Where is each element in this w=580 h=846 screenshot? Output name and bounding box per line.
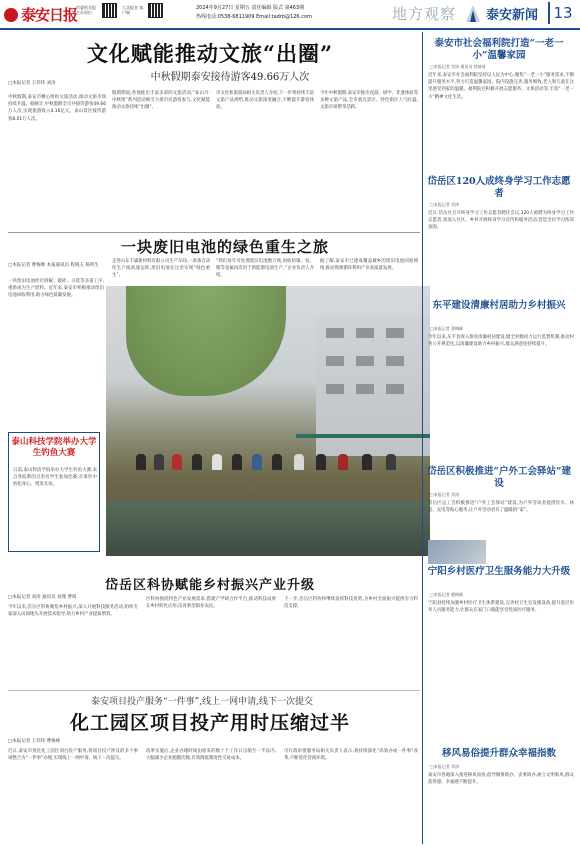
qr-code-icon xyxy=(148,3,163,18)
contact-line: 热线电话:0538-6811909 Email:tadrb@126.com xyxy=(196,14,312,20)
rural-headline: 岱岳区科协赋能乡村振兴产业升级 xyxy=(104,578,315,593)
fishing-contest-photo xyxy=(106,286,430,556)
lead-column-4: 今年中秋假期,泰安市推出夜游、研学、非遗体验等多种文旅产品,全市重点景区、特色街区人气旺盛,文旅市场繁荣活跃。 xyxy=(320,91,418,111)
photo-tree xyxy=(126,286,286,396)
battery-headline: 一块废旧电池的绿色重生之旅 xyxy=(120,238,329,256)
photo-pond xyxy=(106,501,430,556)
union-station-title: 岱岳区积极推进“户外工会驿站”建设 xyxy=(427,466,571,489)
welfare-byline: □本报记者 刘涛 通讯员 徐倩倩 xyxy=(430,64,486,69)
lead-column-2: 假期期间,各地推出丰富多彩的文旅活动,“泰山月·中秋情”系列活动吸引大批市民游客参与,文化赋能推动文旅持续“出圈”。 xyxy=(112,91,210,111)
inset-story-title: 泰山科技学院举办大学生钓鱼大赛 xyxy=(11,437,97,458)
inset-story-box xyxy=(8,432,100,552)
industrial-column-2: 改革实施后,企业办理时间由原来的数十个工作日压缩至一半以内,大幅减少企业跑腿次数,有效降低制度性交易成本。 xyxy=(146,749,276,762)
page-number: 13 xyxy=(548,2,576,24)
welfare-title: 泰安市社会福利院打造“一老一小”温馨家园 xyxy=(434,38,564,61)
battery-column-3: “我们每年可处理废旧电池数万吨,回收的镍、钴、锂等金属再次用于新能源电池生产。”企业负责人介绍。 xyxy=(216,259,314,279)
industrial-headline: 化工园区项目投产用时压缩过半 xyxy=(69,712,350,734)
inset-story-body: 日前,泰山科技学院举办大学生钓鱼大赛,来自各院系的百余名学生参加比赛,在垂钓中放松身心、增进友谊。 xyxy=(13,468,97,488)
newspaper-name: 泰安日报 xyxy=(21,6,78,24)
customs-body: 泰安市各地深入推进移风易俗,倡导婚事新办、丧事简办,树立文明新风,群众获得感、幸福感不断提升。 xyxy=(428,773,574,786)
masthead-mini-left: 市委机关报 主办单位 xyxy=(76,5,96,15)
battery-byline: □本报记者 曹梅峰 本报通讯员 程晓玉 陈明生 xyxy=(8,263,99,268)
rural-column-2: 区科协围绕特色产业发展需求,搭建产学研合作平台,推动科技成果在乡村转化应用,培育新型职业农民。 xyxy=(146,597,276,610)
union-station-byline: □本报记者 刘涛 xyxy=(430,492,460,497)
channel-label: 地方观察 xyxy=(392,5,457,23)
lead-column-3: 市文化和旅游局相关负责人介绍,下一步将持续丰富文旅产品供给,推动文旅深度融合,不断提升游客体验。 xyxy=(216,91,314,111)
industrial-column-1: 近日,泰安市优化化工园区项目投产服务,将项目投产涉及的多个事项整合为“一件事”办理,实现线上一网申请、线下一次提交。 xyxy=(8,749,138,762)
battery-column-4: 据了解,泰安市已建成覆盖城乡的废旧电池回收网络,推动资源循环利用产业高质量发展。 xyxy=(320,259,418,272)
medical-title: 宁阳乡村医疗卫生服务能力大升级 xyxy=(427,566,571,577)
lead-byline: □本报记者 王玮伟 刘涛 xyxy=(8,81,56,86)
masthead-mini-right: 大众报业 客户端 xyxy=(122,5,144,15)
industrial-kicker: 泰安项目投产服务“一件事”,线上一网申请,线下一次提交 xyxy=(91,697,313,707)
section-title: 泰安新闻 xyxy=(486,8,539,23)
battery-column-2: 走进山东丰霖新材料有限公司生产车间,一条条自动化生产线高速运转,废旧电池在这里实现“绿色重生”。 xyxy=(112,259,210,279)
clean-village-body: 今年以来,东平县深入推进清廉村居建设,健全村级权力运行监督机制,推动村务公开规范化,以清廉建设助力乡村振兴,群众满意度持续提升。 xyxy=(428,335,574,348)
newspaper-logo xyxy=(4,4,77,25)
column-rule xyxy=(422,32,423,844)
issue-date-line: 2024年9月27日 星期五 责任编辑 版式 第463期 xyxy=(196,5,305,11)
tower-graphic-icon xyxy=(462,2,484,24)
medical-byline: □本报记者 曹梅峰 xyxy=(430,592,464,597)
learning-byline: □本报记者 刘涛 xyxy=(430,202,460,207)
industrial-column-3: 市行政审批服务局相关负责人表示,将持续深化“高效办成一件事”改革,不断优化营商环境。 xyxy=(284,749,418,762)
rural-column-3: 下一步,岱岳区科协将继续发挥科技优势,为乡村全面振兴提供有力科技支撑。 xyxy=(284,597,418,610)
customs-byline: □本报记者 刘涛 xyxy=(430,764,460,769)
welfare-body: 近年来,泰安市社会福利院坚持以人民为中心,聚焦“一老一小”服务需求,不断提升服务水平,努力打造温馨家园。院内设施完善,服务细致,老人和儿童在这里感受到家的温暖。福利院还积极开展志愿服务、文体活动等,丰富“一老一小”精神文化生活。 xyxy=(428,73,574,100)
masthead xyxy=(0,0,580,30)
section-divider xyxy=(8,232,420,233)
qr-code-icon xyxy=(102,3,117,18)
photo-railing xyxy=(296,434,430,438)
logo-seal-icon xyxy=(4,8,18,22)
lead-subhead: 中秋假期泰安接待游客49.66万人次 xyxy=(150,72,310,83)
union-station-body: 岱岳区总工会积极推进“户外工会驿站”建设,为户外劳动者提供饮水、休息、充电等贴心服务,让户外劳动者有了温暖的“家”。 xyxy=(428,501,574,514)
learning-body: 近日,岱岳区召开终身学习工作志愿者聘任会议,120人被聘为终身学习工作志愿者,将深入社区、乡村开展终身学习宣传和服务活动,营造全民学习浓厚氛围。 xyxy=(428,211,574,231)
industrial-byline: □本报记者 王玮伟 曹梅峰 xyxy=(8,739,61,744)
union-station-photo xyxy=(428,540,486,564)
customs-title: 移风易俗提升群众幸福指数 xyxy=(441,748,556,759)
battery-column-1: 一块废旧电池经过拆解、破碎、分选等多道工序,重新成为生产原料。近年来,泰安市积极推动废旧电池回收利用,助力绿色低碳发展。 xyxy=(8,279,104,299)
learning-title: 岱岳区120人成终身学习工作志愿者 xyxy=(427,176,571,199)
clean-village-byline: □本报记者 曹梅峰 xyxy=(430,326,464,331)
lead-headline: 文化赋能推动文旅“出圈” xyxy=(86,41,334,66)
section-divider xyxy=(8,690,420,691)
lead-column-1: 中秋假期,泰安市精心组织文旅活动,推动文旅市场持续升温。据统计,中秋假期全市共接待游客49.66万人次,实现旅游收入4.16亿元。泰山景区接待游客8.01万人次。 xyxy=(8,95,106,122)
rural-column-1: 今年以来,岱岳区科协聚焦乡村振兴,深入开展科技服务活动,组织专家深入田间地头开展技术指导,助力乡村产业提质增效。 xyxy=(8,605,138,618)
rural-byline: □本报记者 刘涛 通讯员 刘燕 曹萌 xyxy=(8,595,77,600)
medical-body: 宁阳县持续加强乡村医疗卫生体系建设,完善村卫生室设施设备,提升基层医务人员服务能力,让群众在家门口就能享受优质医疗服务。 xyxy=(428,601,574,614)
clean-village-title: 东平建设清廉村居助力乡村振兴 xyxy=(432,300,566,311)
